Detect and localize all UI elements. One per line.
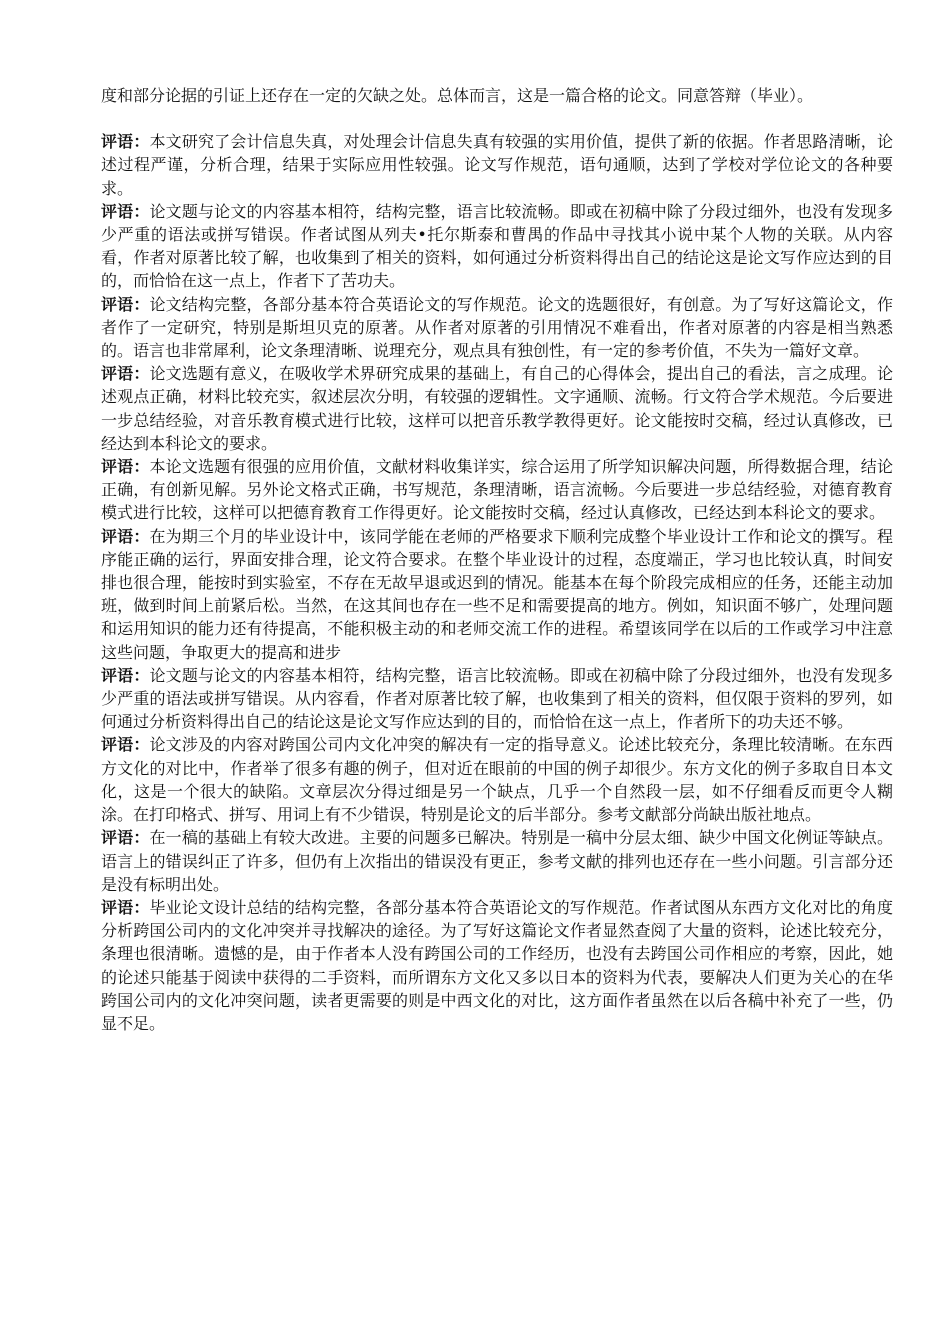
comment-text: 论文涉及的内容对跨国公司内文化冲突的解决有一定的指导意义。论述比较充分，条理比较清晰。在东西方文化的对比中，作者举了很多有趣的例子，但对近在眼前的中国的例子却很少。东方文化的例子多取自日本文化，这是一个很大的缺陷。文章层次分得过细是另一个缺点，几乎一个自然段一层，如不仔细看反而更令人糊涂。在打印格式、拼写、用词上有不少错误，特别是论文的后半部分。参考文献部分尚缺出版社地点。 [101,735,893,825]
document-page [101,84,893,1035]
comment-text: 论文题与论文的内容基本相符，结构完整，语言比较流畅。即或在初稿中除了分段过细外，也没有发现多少严重的语法或拼写错误。作者试图从列夫•托尔斯泰和曹禺的作品中寻找其小说中某个人物的关联。从内容看，作者对原著比较了解，也收集到了相关的资料，如何通过分析资料得出自己的结论这是论文写作应达到的目的，而恰恰在这一点上，作者下了苦功夫。 [101,201,893,291]
comment-paragraph-4 [101,362,893,455]
comment-text: 毕业论文设计总结的结构完整，各部分基本符合英语论文的写作规范。作者试图从东西方文化对比的角度分析跨国公司内的文化冲突并寻找解决的途径。为了写好这篇论文作者显然查阅了大量的资料，论述比较充分，条理也很清晰。遗憾的是，由于作者本人没有跨国公司的工作经历，也没有去跨国公司作相应的考察，因此，她的论述只能基于阅读中获得的二手资料，而所谓东方文化又多以日本的资料为代表，要解决人们更为关心的在华跨国公司内的文化冲突问题，读者更需要的则是中西文化的对比，这方面作者虽然在以后各稿中补充了一些，仍显不足。 [101,897,893,1033]
comment-label: 评语： [101,526,150,546]
comment-paragraph-8 [101,733,893,826]
intro-paragraph: 度和部分论据的引证上还存在一定的欠缺之处。总体而言，这是一篇合格的论文。同意答辩（毕业）。 [101,86,814,105]
comment-label: 评语： [101,201,150,221]
comment-paragraph-1 [101,130,893,200]
comment-label: 评语： [101,457,150,477]
comment-text: 论文题与论文的内容基本相符，结构完整，语言比较流畅。即或在初稿中除了分段过细外，也没有发现多少严重的语法或拼写错误。从内容看，作者对原著比较了解，也收集到了相关的资料，但仅限于资料的罗列，如何通过分析资料得出自己的结论这是论文写作应达到的目的，而恰恰在这一点上，作者所下的功夫还不够。 [101,665,893,732]
comment-paragraph-6 [101,525,893,664]
comment-paragraph-9 [101,826,893,896]
comment-label: 评语： [101,294,150,314]
comment-paragraph-7 [101,664,893,734]
comment-text: 在为期三个月的毕业设计中，该同学能在老师的严格要求下顺利完成整个毕业设计工作和论文的撰写。程序能正确的运行，界面安排合理，论文符合要求。在整个毕业设计的过程，态度端正，学习也比较认真，时间安排也很合理，能按时到实验室，不存在无故早退或迟到的情况。能基本在每个阶段完成相应的任务，还能主动加班，做到时间上前紧后松。当然，在这其间也存在一些不足和需要提高的地方。例如，知识面不够广，处理问题和运用知识的能力还有待提高，不能积极主动的和老师交流工作的进程。希望该同学在以后的工作或学习中注意这些问题，争取更大的提高和进步 [101,526,893,662]
comment-paragraph-5 [101,455,893,525]
comment-label: 评语： [101,735,150,755]
comment-text: 本论文选题有很强的应用价值，文献材料收集详实，综合运用了所学知识解决问题，所得数据合理，结论正确，有创新见解。另外论文格式正确，书写规范，条理清晰，语言流畅。今后要进一步总结经验，对德育教育模式进行比较，这样可以把德育教育工作得更好。论文能按时交稿，经过认真修改，已经达到本科论文的要求。 [101,457,893,523]
comment-label: 评语： [101,132,150,152]
comment-paragraph-10 [101,896,893,1035]
comment-text: 本文研究了会计信息失真，对处理会计信息失真有较强的实用价值，提供了新的依据。作者思路清晰，论述过程严谨，分析合理，结果于实际应用性较强。论文写作规范，语句通顺，达到了学校对学位论文的各种要求。 [101,132,893,198]
comment-text: 在一稿的基础上有较大改进。主要的问题多已解决。特别是一稿中分层太细、缺少中国文化例证等缺点。语言上的错误纠正了许多，但仍有上次指出的错误没有更正，参考文献的排列也还存在一些小问题。引言部分还是没有标明出处。 [101,828,893,894]
comment-label: 评语： [101,897,150,917]
comment-label: 评语： [101,364,150,384]
comment-text: 论文选题有意义，在吸收学术界研究成果的基础上，有自己的心得体会，提出自己的看法，言之成理。论述观点正确，材料比较充实，叙述层次分明，有较强的逻辑性。文字通顺、流畅。行文符合学术规范。今后要进一步总结经验，对音乐教育模式进行比较，这样可以把音乐教学教得更好。论文能按时交稿，经过认真修改，已经达到本科论文的要求。 [101,364,893,453]
comment-paragraph-2 [101,200,893,293]
comment-text: 论文结构完整，各部分基本符合英语论文的写作规范。论文的选题很好，有创意。为了写好这篇论文，作者作了一定研究，特别是斯坦贝克的原著。从作者对原著的引用情况不难看出，作者对原著的内容是相当熟悉的。语言也非常犀利，论文条理清晰、说理充分，观点具有独创性，有一定的参考价值，不失为一篇好文章。 [101,294,893,361]
comment-paragraph-3 [101,293,893,363]
comment-label: 评语： [101,665,150,685]
comment-label: 评语： [101,828,150,848]
